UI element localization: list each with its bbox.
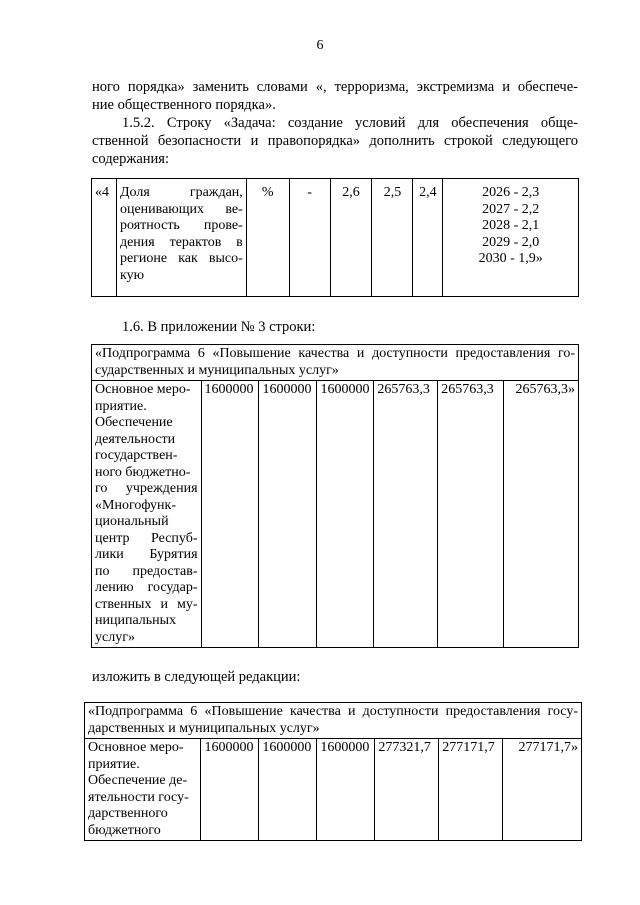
funding-value: 277171,7	[439, 739, 503, 841]
paragraph-2-line-2: ственной безопасности и правопорядка» дополнить строкой следующего	[92, 133, 578, 149]
indicator-unit: %	[246, 179, 289, 297]
funding-value: 265763,3	[438, 381, 504, 648]
table-row	[92, 345, 579, 381]
funding-value: 1600000	[259, 381, 317, 648]
paragraph-1	[92, 78, 578, 114]
paragraph-1-line-1: ного порядка» заменить словами «, терроризма, экстремизма и обеспече-	[92, 79, 578, 95]
old-rows-table	[91, 344, 579, 648]
funding-value: 277321,7	[375, 739, 439, 841]
funding-value: 1600000	[259, 739, 317, 841]
page-number: 6	[316, 38, 324, 53]
paragraph-3: 1.6. В приложении № 3 строки:	[122, 319, 316, 335]
funding-value: 277171,7»	[503, 739, 582, 841]
indicator-number: «4	[92, 179, 117, 297]
activity-name: Основное меро- приятие. Обеспечение де- ятельности госу- дарственного бюджетного	[85, 739, 201, 841]
paragraph-2-line-1: 1.5.2. Строку «Задача: создание условий для обеспечения обще-	[122, 115, 578, 131]
indicator-value-2: 2,6	[330, 179, 372, 297]
new-rows-table	[84, 702, 582, 841]
indicator-table	[91, 178, 579, 297]
funding-value: 1600000	[317, 381, 374, 648]
funding-value: 1600000	[201, 381, 259, 648]
table-row	[85, 703, 582, 739]
funding-value: 265763,3»	[504, 381, 579, 648]
indicator-value-1: -	[289, 179, 330, 297]
indicator-value-3: 2,5	[372, 179, 413, 297]
indicator-targets: 2026 - 2,3 2027 - 2,2 2028 - 2,1 2029 - 2,0 2030 - 1,9»	[443, 179, 579, 297]
paragraph-2	[92, 114, 578, 168]
indicator-name: Доля граждан, оценивающих ве- роятность прове- дения терактов в регионе как высо- кую	[116, 179, 246, 297]
table-row	[85, 739, 582, 841]
funding-value: 265763,3	[374, 381, 438, 648]
funding-value: 1600000	[317, 739, 375, 841]
paragraph-2-line-3: содержания:	[92, 151, 170, 167]
table-row	[92, 179, 579, 297]
subprogram-header: «Подпрограмма 6 «Повышение качества и доступности предоставления госу- дарственных и муниципальных услуг»	[85, 703, 582, 739]
table-row	[92, 381, 579, 648]
paragraph-1-line-2: ние общественного порядка».	[92, 97, 276, 113]
activity-name: Основное меро- приятие. Обеспечение деятельности государствен- ного бюджетно- го учреждения «Многофунк- циональный центр Респуб- лики Бурятия по предостав- лению государ- ственных и му- ниципальных услуг»	[92, 381, 202, 648]
paragraph-4: изложить в следующей редакции:	[92, 669, 301, 685]
subprogram-header: «Подпрограмма 6 «Повышение качества и доступности предоставления го- сударственных и муниципальных услуг»	[92, 345, 579, 381]
funding-value: 1600000	[201, 739, 259, 841]
indicator-value-4: 2,4	[413, 179, 443, 297]
